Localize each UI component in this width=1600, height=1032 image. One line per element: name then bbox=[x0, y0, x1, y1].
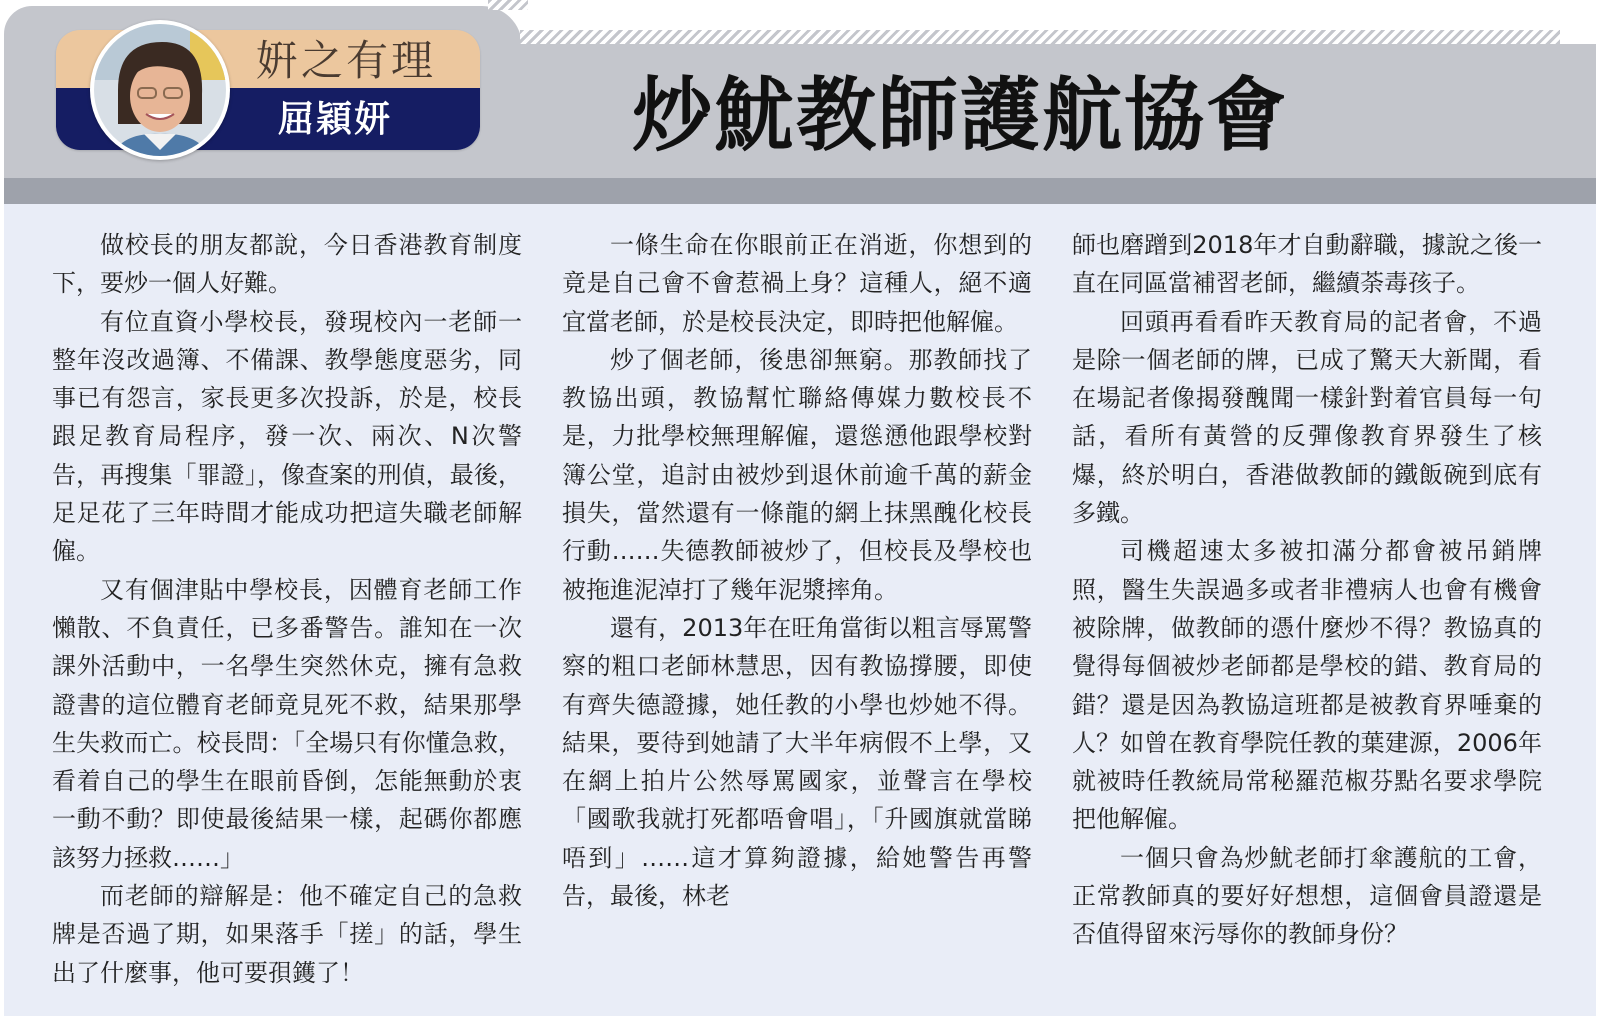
paragraph: 一個只會為炒魷老師打傘護航的工會，正常教師真的要好好想想，這個會員證還是否值得留來污辱你的教師身份？ bbox=[1072, 843, 1542, 949]
article-column-3 bbox=[1072, 226, 1542, 954]
article-column-2 bbox=[562, 226, 1032, 915]
paragraph-continuation: 師也磨蹭到2018年才自動辭職，據說之後一直在同區當補習老師，繼續荼毒孩子。 bbox=[1072, 231, 1542, 298]
paragraph: 一條生命在你眼前正在消逝，你想到的竟是自己會不會惹禍上身？這種人，絕不適宜當老師，於是校長決定，即時把他解僱。 bbox=[562, 231, 1032, 336]
headline: 炒魷教師護航協會 bbox=[632, 68, 1288, 162]
paragraph: 又有個津貼中學校長，因體育老師工作懶散、不負責任，已多番警告。誰知在一次課外活動中，一名學生突然休克，擁有急救證書的這位體育老師竟見死不救，結果那學生失救而亡。校長問：「全場只有你懂急救，看着自己的學生在眼前昏倒，怎能無動於衷一動不動？即使最後結果一樣，起碼你都應該努力拯救……」 bbox=[52, 575, 522, 872]
author-avatar-icon bbox=[90, 20, 230, 160]
paragraph: 司機超速太多被扣滿分都會被吊銷牌照，醫生失誤過多或者非禮病人也會有機會被除牌，做教師的憑什麼炒不得？教協真的覺得每個被炒老師都是學校的錯、教育局的錯？還是因為教協這班都是被教育界唾棄的人？如曾在教育學院任教的葉建源，2006年就被時任教統局常秘羅范椒芬點名要求學院把他解僱。 bbox=[1072, 537, 1542, 834]
header-divider-strip bbox=[4, 178, 1596, 204]
article-column-1 bbox=[52, 226, 522, 992]
column-name: 姸之有理 bbox=[256, 36, 437, 85]
paragraph: 做校長的朋友都說，今日香港教育制度下，要炒一個人好難。 bbox=[52, 231, 522, 298]
author-name: 屈穎妍 bbox=[278, 99, 393, 140]
paragraph: 回頭再看看昨天教育局的記者會，不過是除一個老師的牌，已成了驚天大新聞，看在場記者像揭發醜聞一樣針對着官員每一句話，看所有黃營的反彈像教育界發生了核爆，終於明白，香港做教師的鐵飯碗到底有多鐵。 bbox=[1072, 307, 1542, 528]
paragraph: 還有，2013年在旺角當街以粗言辱罵警察的粗口老師林慧思，因有教協撐腰，即使有齊失德證據，她任教的小學也炒她不得。結果，要待到她請了大半年病假不上學，又在網上拍片公然辱罵國家，並聲言在學校「國歌我就打死都唔會唱」，「升國旗就當睇唔到」……這才算夠證據，給她警告再警告，最後，林老 bbox=[562, 613, 1032, 911]
paragraph: 有位直資小學校長，發現校內一老師一整年沒改過簿、不備課、教學態度惡劣，同事已有怨言，家長更多次投訴，於是，校長跟足教育局程序，發一次、兩次、N次警告，再搜集「罪證」，像查案的刑偵，最後，足足花了三年時間才能成功把這失職老師解僱。 bbox=[52, 307, 522, 566]
header-hatch-decoration bbox=[488, 0, 528, 10]
paragraph: 而老師的辯解是：他不確定自己的急救牌是否過了期，如果落手「搓」的話，學生出了什麼事，他可要孭鑊了！ bbox=[52, 882, 522, 987]
paragraph: 炒了個老師，後患卻無窮。那教師找了教協出頭，教協幫忙聯絡傳媒力數校長不是，力批學校無理解僱，還慫慂他跟學校對簿公堂，追討由被炒到退休前逾千萬的薪金損失，當然還有一條龍的網上抹黑醜化校長行動……失德教師被炒了，但校長及學校也被拖進泥淖打了幾年泥漿摔角。 bbox=[562, 345, 1032, 604]
